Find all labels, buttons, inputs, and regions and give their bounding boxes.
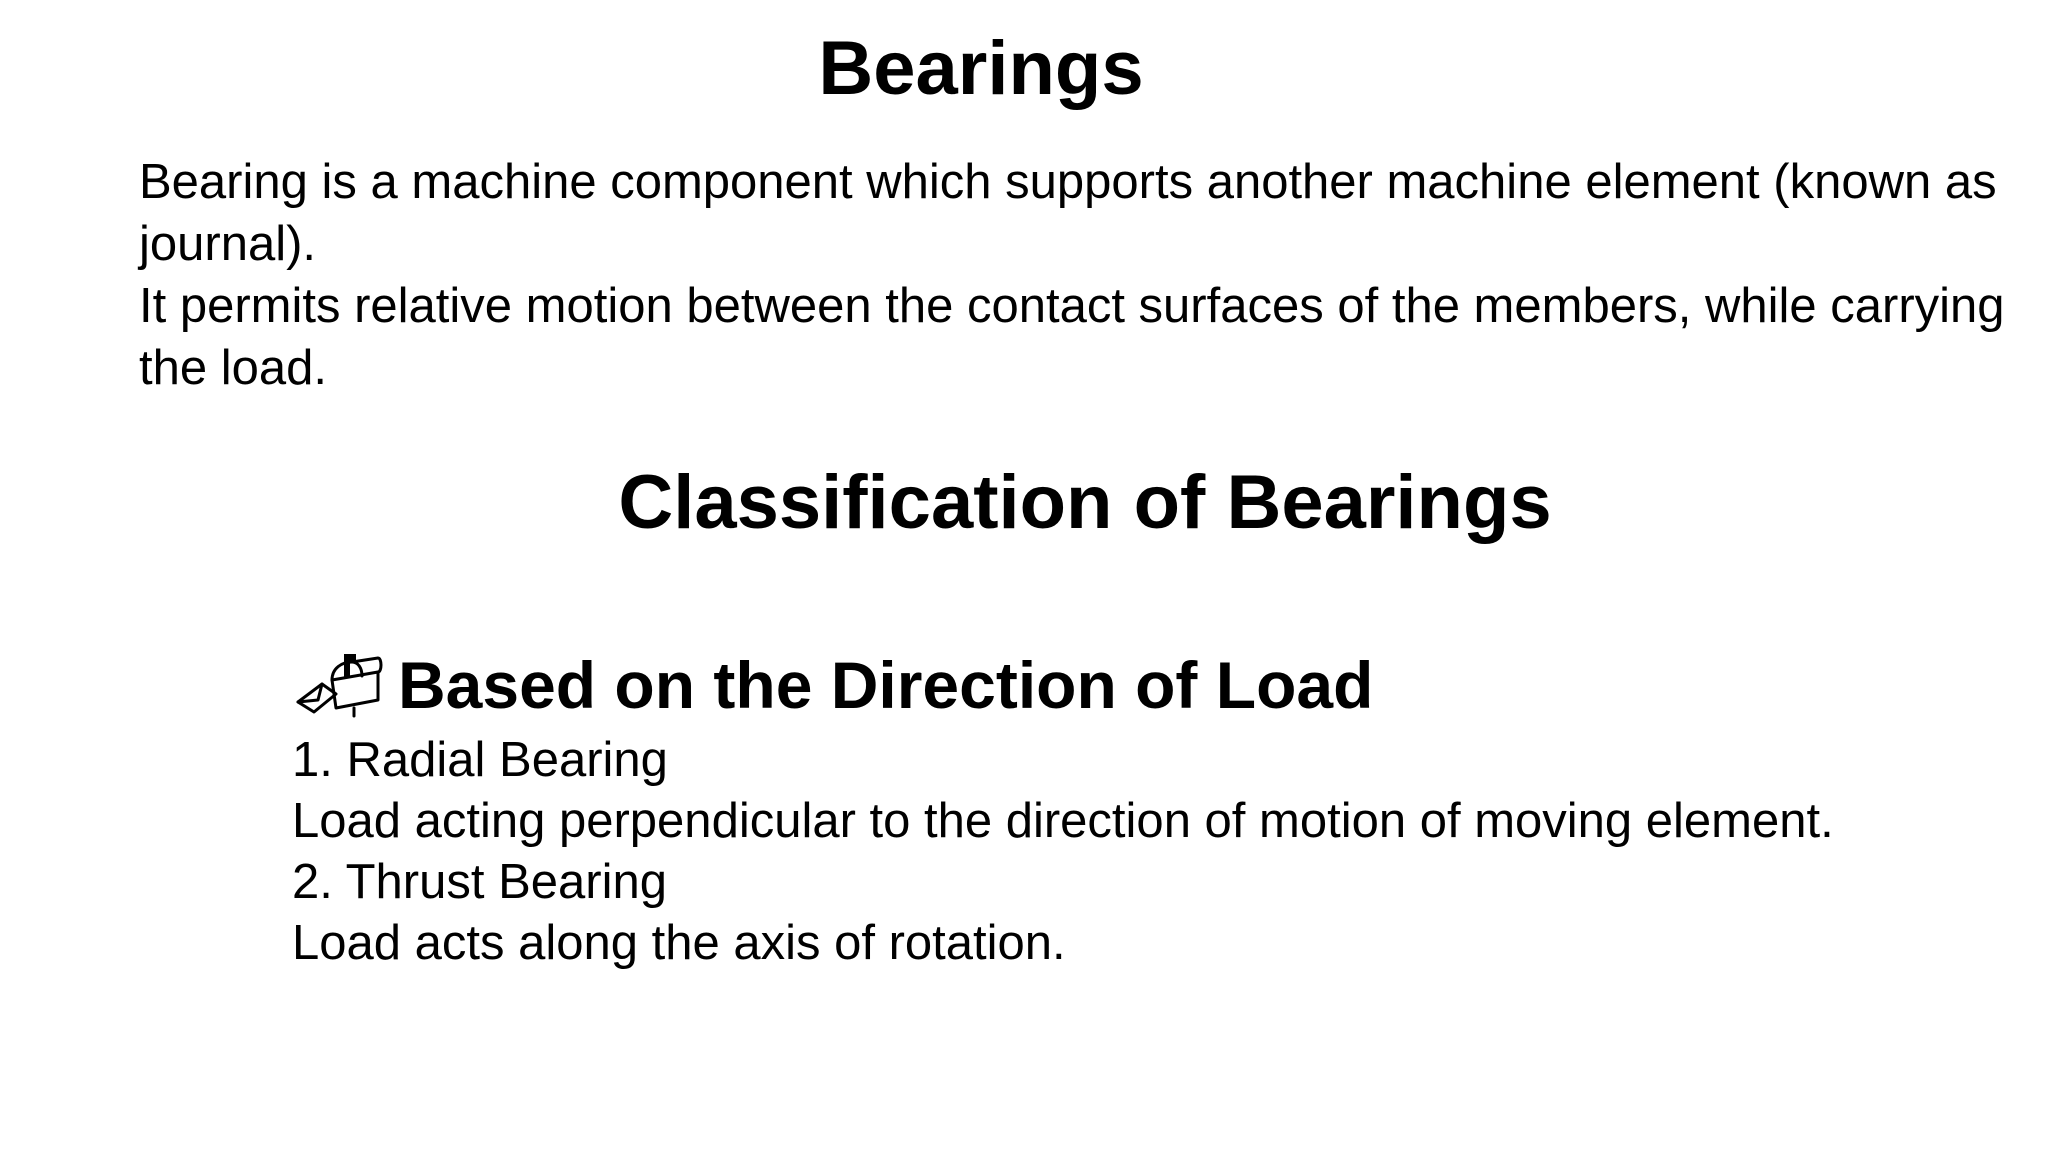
list-item-description: Load acts along the axis of rotation. xyxy=(292,916,1066,970)
direction-of-load-section xyxy=(292,640,1992,974)
slide-title: Bearings xyxy=(818,26,1144,111)
section-heading xyxy=(292,640,1992,730)
list-item-label: 2. Thrust Bearing xyxy=(292,855,667,909)
intro-line: Bearing is a machine component which supports another machine element (known as xyxy=(139,155,1997,209)
intro-paragraph xyxy=(139,151,2048,399)
intro-line: It permits relative motion between the contact surfaces of the members, while carrying xyxy=(139,279,2005,333)
intro-line: the load. xyxy=(139,341,327,395)
mailbox-icon xyxy=(292,650,384,720)
intro-line: journal). xyxy=(139,217,317,271)
section-heading-text: Based on the Direction of Load xyxy=(398,648,1374,722)
list-item-label: 1. Radial Bearing xyxy=(292,733,668,787)
classification-heading: Classification of Bearings xyxy=(618,460,1552,545)
list-item-description: Load acting perpendicular to the direction of motion of moving element. xyxy=(292,794,1834,848)
bearing-type-list xyxy=(292,730,1992,974)
